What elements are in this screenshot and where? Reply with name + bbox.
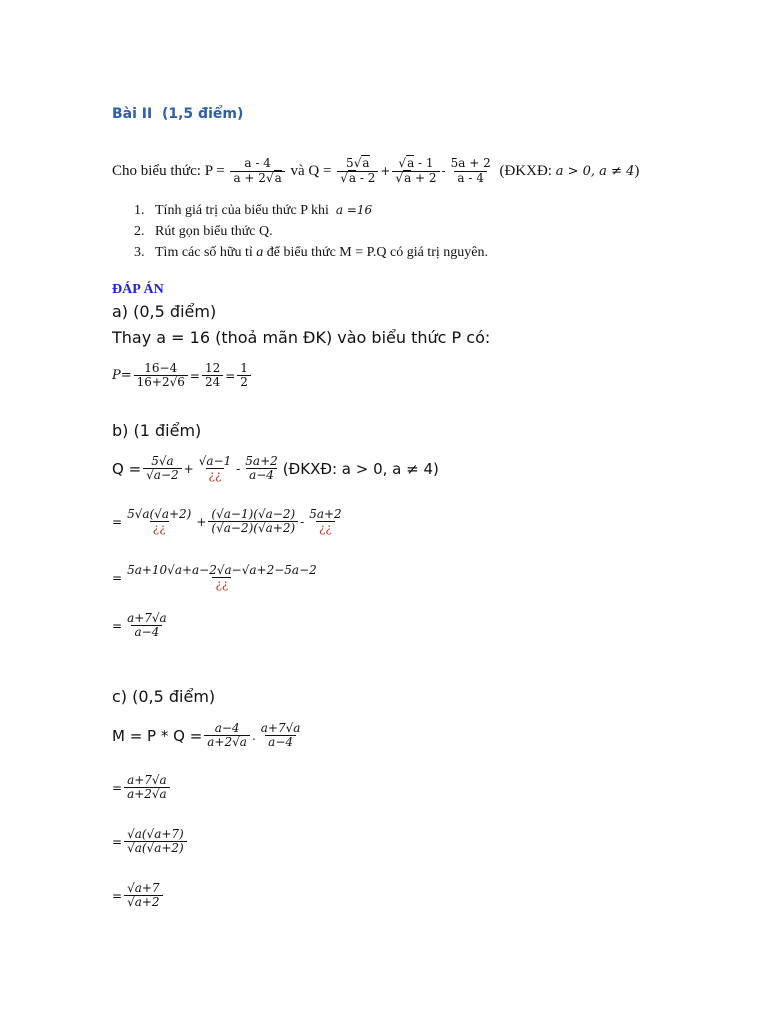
p-fraction xyxy=(230,157,284,184)
problem-expression: Cho biểu thức: P = $\frac{a - 4}{a + 2√a}$ và Q = $\frac{5√a}{√a - 2}$ + $\frac{√a - 1}{√a + 2}$ - $\frac{5a + 2}{a - 4}$ (ĐKXĐ: a > 0, a ≠ 4 ) xyxy=(112,156,640,185)
task-list xyxy=(134,200,488,263)
part-c-line1: M = P * Q = $\frac{a-4}{a+2√a}$ . $\frac{a+7√a}{a-4}$ xyxy=(112,721,301,750)
plus-sign: + xyxy=(380,164,391,178)
condition-value: a > 0, a ≠ 4 xyxy=(555,163,635,179)
part-a-title: a) (0,5 điểm) xyxy=(112,302,217,321)
heading-points: (1,5 điểm) xyxy=(161,106,244,122)
part-b-line3: = $\frac{5a+10√a+a-2√a-√a+2-5a-2}{¿¿}$ xyxy=(112,563,317,592)
part-a-result: P= $\frac{16-4}{16+2√6}$ = $\frac{12}{24}$ = $\frac{1}{2}$ xyxy=(112,362,253,389)
part-a-line1: Thay a = 16 (thoả mãn ĐK) vào biểu thức P có: xyxy=(112,328,491,347)
part-b-title: b) (1 điểm) xyxy=(112,421,202,440)
and-q: và Q = xyxy=(290,162,332,179)
part-c-line3: = $\frac{√a(√a+7)}{√a(√a+2)}$ xyxy=(112,828,189,855)
part-b-line4: = $\frac{a+7√a}{a-4}$ xyxy=(112,611,167,640)
task-item: 3. Tìm các số hữu tỉ a để biểu thức M = P.Q có giá trị nguyên. xyxy=(134,245,488,260)
task-item: 1. Tính giá trị của biểu thức P khi a =16 xyxy=(134,203,373,218)
part-c-line4: = $\frac{√a+7}{√a+2}$ xyxy=(112,882,165,909)
part-c-line2: = $\frac{a+7√a}{a+2√a}$ xyxy=(112,774,172,801)
answer-label: ĐÁP ÁN xyxy=(112,282,164,297)
section-heading xyxy=(112,106,243,122)
p-numerator: a - 4 xyxy=(244,156,271,171)
task-item: 2. Rút gọn biểu thức Q. xyxy=(134,224,273,239)
minus-sign: - xyxy=(441,164,446,178)
q-fraction-3: $\frac{5a + 2}{a - 4}$ xyxy=(450,156,491,185)
condition-label: (ĐKXĐ: xyxy=(499,162,552,179)
q-fraction-1: $\frac{5√a}{√a - 2}$ xyxy=(337,157,378,184)
p-denominator: a + 2√a xyxy=(230,171,284,185)
heading-title: Bài II xyxy=(112,106,153,122)
part-b-line2: = $\frac{5√a(√a+2)}{¿¿}$ + $\frac{(√a-1)(√a-2)}{(√a-2)(√a+2)}$ - $\frac{5a+2}{¿¿}$ xyxy=(112,507,342,536)
q-fraction-2: $\frac{√a - 1}{√a + 2}$ xyxy=(392,157,439,184)
expression-intro: Cho biểu thức: P = xyxy=(112,162,225,179)
part-b-line1: Q = $\frac{5√a}{√a-2}$ + $\frac{√a-1}{¿¿}$ - $\frac{5a+2}{a-4}$ (ĐKXĐ: a > 0, a ≠ 4) xyxy=(112,454,439,483)
part-c-title: c) (0,5 điểm) xyxy=(112,687,216,706)
